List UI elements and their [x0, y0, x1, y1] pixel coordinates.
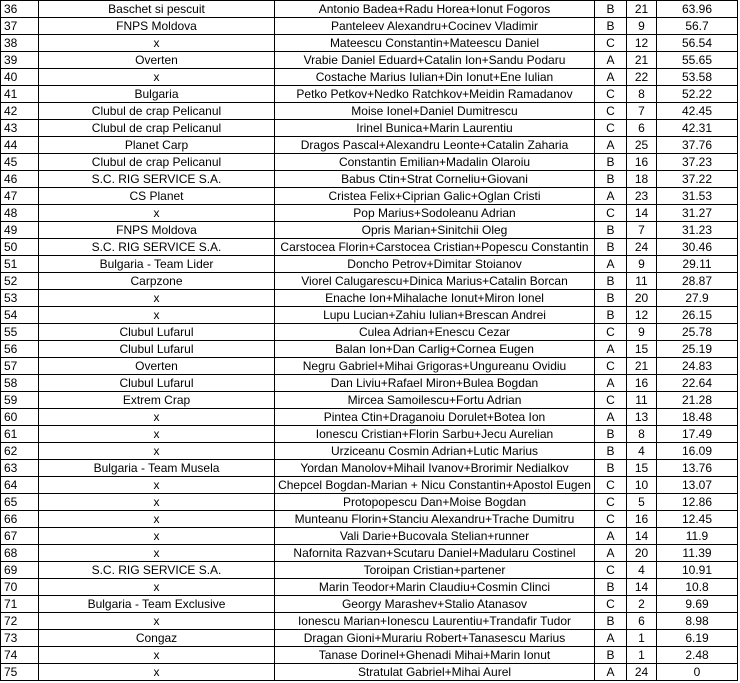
sector-cell: A — [595, 52, 627, 69]
team-cell: x — [39, 426, 275, 443]
rank-cell: 46 — [1, 171, 39, 188]
score-cell: 25.19 — [657, 341, 738, 358]
rank-cell: 49 — [1, 222, 39, 239]
sector-cell: C — [595, 562, 627, 579]
table-row — [1, 120, 738, 137]
table-row — [1, 443, 738, 460]
rank-cell: 53 — [1, 290, 39, 307]
sector-cell: C — [595, 494, 627, 511]
rank-cell: 36 — [1, 1, 39, 18]
team-cell: S.C. RIG SERVICE S.A. — [39, 171, 275, 188]
rank-cell: 73 — [1, 630, 39, 647]
anglers-cell: Culea Adrian+Enescu Cezar — [275, 324, 595, 341]
score-cell: 24.83 — [657, 358, 738, 375]
stand-cell: 14 — [627, 528, 657, 545]
sector-cell: B — [595, 222, 627, 239]
score-cell: 30.46 — [657, 239, 738, 256]
stand-cell: 24 — [627, 239, 657, 256]
score-cell: 6.19 — [657, 630, 738, 647]
stand-cell: 14 — [627, 579, 657, 596]
sector-cell: C — [595, 596, 627, 613]
table-row — [1, 647, 738, 664]
table-row — [1, 18, 738, 35]
table-row — [1, 86, 738, 103]
sector-cell: C — [595, 35, 627, 52]
rank-cell: 66 — [1, 511, 39, 528]
rank-cell: 65 — [1, 494, 39, 511]
stand-cell: 2 — [627, 596, 657, 613]
table-row — [1, 664, 738, 681]
rank-cell: 68 — [1, 545, 39, 562]
table-row — [1, 392, 738, 409]
table-row — [1, 324, 738, 341]
table-row — [1, 35, 738, 52]
rank-cell: 61 — [1, 426, 39, 443]
table-row — [1, 528, 738, 545]
stand-cell: 13 — [627, 409, 657, 426]
team-cell: x — [39, 443, 275, 460]
anglers-cell: Urziceanu Cosmin Adrian+Lutic Marius — [275, 443, 595, 460]
table-row — [1, 188, 738, 205]
anglers-cell: Pop Marius+Sodoleanu Adrian — [275, 205, 595, 222]
sector-cell: B — [595, 18, 627, 35]
stand-cell: 24 — [627, 664, 657, 681]
rank-cell: 51 — [1, 256, 39, 273]
table-row — [1, 137, 738, 154]
sector-cell: A — [595, 69, 627, 86]
rank-cell: 69 — [1, 562, 39, 579]
score-cell: 28.87 — [657, 273, 738, 290]
score-cell: 26.15 — [657, 307, 738, 324]
anglers-cell: Opris Marian+Sinitchii Oleg — [275, 222, 595, 239]
anglers-cell: Negru Gabriel+Mihai Grigoras+Ungureanu Ovidiu — [275, 358, 595, 375]
rank-cell: 75 — [1, 664, 39, 681]
team-cell: x — [39, 579, 275, 596]
sector-cell: C — [595, 324, 627, 341]
sector-cell: B — [595, 171, 627, 188]
anglers-cell: Antonio Badea+Radu Horea+Ionut Fogoros — [275, 1, 595, 18]
team-cell: x — [39, 494, 275, 511]
score-cell: 12.86 — [657, 494, 738, 511]
stand-cell: 9 — [627, 256, 657, 273]
sector-cell: A — [595, 528, 627, 545]
anglers-cell: Doncho Petrov+Dimitar Stoianov — [275, 256, 595, 273]
team-cell: Extrem Crap — [39, 392, 275, 409]
anglers-cell: Lupu Lucian+Zahiu Iulian+Brescan Andrei — [275, 307, 595, 324]
rank-cell: 74 — [1, 647, 39, 664]
table-row — [1, 205, 738, 222]
score-cell: 10.8 — [657, 579, 738, 596]
score-cell: 31.23 — [657, 222, 738, 239]
sector-cell: A — [595, 188, 627, 205]
team-cell: Congaz — [39, 630, 275, 647]
sector-cell: C — [595, 392, 627, 409]
score-cell: 13.07 — [657, 477, 738, 494]
table-row — [1, 273, 738, 290]
score-cell: 0 — [657, 664, 738, 681]
score-cell: 2.48 — [657, 647, 738, 664]
rank-cell: 48 — [1, 205, 39, 222]
anglers-cell: Viorel Calugarescu+Dinica Marius+Catalin Borcan — [275, 273, 595, 290]
stand-cell: 7 — [627, 103, 657, 120]
team-cell: CS Planet — [39, 188, 275, 205]
team-cell: Planet Carp — [39, 137, 275, 154]
anglers-cell: Nafornita Razvan+Scutaru Daniel+Madularu Costinel — [275, 545, 595, 562]
anglers-cell: Ionescu Cristian+Florin Sarbu+Jecu Aurelian — [275, 426, 595, 443]
rank-cell: 47 — [1, 188, 39, 205]
stand-cell: 4 — [627, 443, 657, 460]
rank-cell: 72 — [1, 613, 39, 630]
team-cell: Baschet si pescuit — [39, 1, 275, 18]
sector-cell: A — [595, 256, 627, 273]
score-cell: 31.53 — [657, 188, 738, 205]
rank-cell: 45 — [1, 154, 39, 171]
rank-cell: 42 — [1, 103, 39, 120]
anglers-cell: Constantin Emilian+Madalin Olaroiu — [275, 154, 595, 171]
rank-cell: 52 — [1, 273, 39, 290]
score-cell: 29.11 — [657, 256, 738, 273]
score-cell: 52.22 — [657, 86, 738, 103]
rank-cell: 44 — [1, 137, 39, 154]
table-row — [1, 579, 738, 596]
anglers-cell: Cristea Felix+Ciprian Galic+Oglan Cristi — [275, 188, 595, 205]
team-cell: x — [39, 307, 275, 324]
team-cell: Bulgaria - Team Exclusive — [39, 596, 275, 613]
sector-cell: B — [595, 647, 627, 664]
rank-cell: 59 — [1, 392, 39, 409]
rank-cell: 37 — [1, 18, 39, 35]
team-cell: S.C. RIG SERVICE S.A. — [39, 562, 275, 579]
score-cell: 56.7 — [657, 18, 738, 35]
team-cell: Clubul de crap Pelicanul — [39, 154, 275, 171]
rank-cell: 62 — [1, 443, 39, 460]
rank-cell: 58 — [1, 375, 39, 392]
table-row — [1, 562, 738, 579]
team-cell: x — [39, 647, 275, 664]
rank-cell: 64 — [1, 477, 39, 494]
table-row — [1, 596, 738, 613]
anglers-cell: Dragos Pascal+Alexandru Leonte+Catalin Zaharia — [275, 137, 595, 154]
team-cell: Bulgaria - Team Lider — [39, 256, 275, 273]
table-row — [1, 239, 738, 256]
table-row — [1, 494, 738, 511]
score-cell: 16.09 — [657, 443, 738, 460]
anglers-cell: Balan Ion+Dan Carlig+Cornea Eugen — [275, 341, 595, 358]
score-cell: 17.49 — [657, 426, 738, 443]
score-cell: 22.64 — [657, 375, 738, 392]
score-cell: 63.96 — [657, 1, 738, 18]
sector-cell: B — [595, 239, 627, 256]
anglers-cell: Mircea Samoilescu+Fortu Adrian — [275, 392, 595, 409]
table-row — [1, 358, 738, 375]
sector-cell: B — [595, 460, 627, 477]
anglers-cell: Pintea Ctin+Draganoiu Dorulet+Botea Ion — [275, 409, 595, 426]
stand-cell: 6 — [627, 613, 657, 630]
sector-cell: B — [595, 579, 627, 596]
anglers-cell: Carstocea Florin+Carstocea Cristian+Popescu Constantin — [275, 239, 595, 256]
table-row — [1, 222, 738, 239]
rank-cell: 50 — [1, 239, 39, 256]
table-row — [1, 341, 738, 358]
team-cell: Overten — [39, 358, 275, 375]
team-cell: x — [39, 664, 275, 681]
team-cell: Clubul de crap Pelicanul — [39, 103, 275, 120]
table-row — [1, 256, 738, 273]
team-cell: x — [39, 35, 275, 52]
score-cell: 10.91 — [657, 562, 738, 579]
rank-cell: 60 — [1, 409, 39, 426]
anglers-cell: Georgy Marashev+Stalio Atanasov — [275, 596, 595, 613]
stand-cell: 11 — [627, 273, 657, 290]
team-cell: x — [39, 290, 275, 307]
stand-cell: 8 — [627, 426, 657, 443]
stand-cell: 20 — [627, 290, 657, 307]
score-cell: 37.22 — [657, 171, 738, 188]
score-cell: 13.76 — [657, 460, 738, 477]
sector-cell: C — [595, 511, 627, 528]
sector-cell: C — [595, 358, 627, 375]
table-row — [1, 1, 738, 18]
stand-cell: 25 — [627, 137, 657, 154]
rank-cell: 63 — [1, 460, 39, 477]
stand-cell: 1 — [627, 630, 657, 647]
table-row — [1, 290, 738, 307]
anglers-cell: Dragan Gioni+Murariu Robert+Tanasescu Marius — [275, 630, 595, 647]
table-row — [1, 426, 738, 443]
sector-cell: C — [595, 205, 627, 222]
table-row — [1, 103, 738, 120]
anglers-cell: Marin Teodor+Marin Claudiu+Cosmin Clinci — [275, 579, 595, 596]
stand-cell: 9 — [627, 324, 657, 341]
rank-cell: 70 — [1, 579, 39, 596]
anglers-cell: Toroipan Cristian+partener — [275, 562, 595, 579]
score-cell: 11.39 — [657, 545, 738, 562]
team-cell: Clubul Lufarul — [39, 375, 275, 392]
team-cell: Clubul de crap Pelicanul — [39, 120, 275, 137]
stand-cell: 7 — [627, 222, 657, 239]
rank-cell: 67 — [1, 528, 39, 545]
sector-cell: B — [595, 1, 627, 18]
team-cell: S.C. RIG SERVICE S.A. — [39, 239, 275, 256]
score-cell: 42.45 — [657, 103, 738, 120]
table-row — [1, 409, 738, 426]
table-row — [1, 69, 738, 86]
stand-cell: 16 — [627, 511, 657, 528]
table-row — [1, 154, 738, 171]
score-cell: 12.45 — [657, 511, 738, 528]
stand-cell: 12 — [627, 35, 657, 52]
sector-cell: B — [595, 290, 627, 307]
table-row — [1, 511, 738, 528]
anglers-cell: Mateescu Constantin+Mateescu Daniel — [275, 35, 595, 52]
score-cell: 55.65 — [657, 52, 738, 69]
team-cell: Overten — [39, 52, 275, 69]
anglers-cell: Vrabie Daniel Eduard+Catalin Ion+Sandu Podaru — [275, 52, 595, 69]
rank-cell: 71 — [1, 596, 39, 613]
stand-cell: 21 — [627, 1, 657, 18]
sector-cell: B — [595, 613, 627, 630]
team-cell: x — [39, 205, 275, 222]
score-cell: 11.9 — [657, 528, 738, 545]
table-row — [1, 52, 738, 69]
stand-cell: 16 — [627, 154, 657, 171]
anglers-cell: Dan Liviu+Rafael Miron+Bulea Bogdan — [275, 375, 595, 392]
team-cell: x — [39, 511, 275, 528]
score-cell: 27.9 — [657, 290, 738, 307]
anglers-cell: Chepcel Bogdan-Marian + Nicu Constantin+Apostol Eugen — [275, 477, 595, 494]
sector-cell: C — [595, 86, 627, 103]
stand-cell: 14 — [627, 205, 657, 222]
sector-cell: B — [595, 307, 627, 324]
table-row — [1, 375, 738, 392]
score-cell: 25.78 — [657, 324, 738, 341]
score-cell: 37.76 — [657, 137, 738, 154]
anglers-cell: Panteleev Alexandru+Cocinev Vladimir — [275, 18, 595, 35]
stand-cell: 21 — [627, 52, 657, 69]
anglers-cell: Babus Ctin+Strat Corneliu+Giovani — [275, 171, 595, 188]
sector-cell: A — [595, 137, 627, 154]
sector-cell: C — [595, 120, 627, 137]
sector-cell: A — [595, 630, 627, 647]
rank-cell: 43 — [1, 120, 39, 137]
stand-cell: 9 — [627, 18, 657, 35]
stand-cell: 8 — [627, 86, 657, 103]
anglers-cell: Stratulat Gabriel+Mihai Aurel — [275, 664, 595, 681]
stand-cell: 21 — [627, 358, 657, 375]
team-cell: Clubul Lufarul — [39, 324, 275, 341]
table-row — [1, 460, 738, 477]
team-cell: FNPS Moldova — [39, 18, 275, 35]
results-body — [1, 1, 738, 681]
table-row — [1, 613, 738, 630]
rank-cell: 40 — [1, 69, 39, 86]
anglers-cell: Protopopescu Dan+Moise Bogdan — [275, 494, 595, 511]
score-cell: 9.69 — [657, 596, 738, 613]
team-cell: x — [39, 409, 275, 426]
table-row — [1, 171, 738, 188]
stand-cell: 18 — [627, 171, 657, 188]
table-row — [1, 307, 738, 324]
stand-cell: 15 — [627, 341, 657, 358]
stand-cell: 1 — [627, 647, 657, 664]
team-cell: Clubul Lufarul — [39, 341, 275, 358]
stand-cell: 4 — [627, 562, 657, 579]
rank-cell: 41 — [1, 86, 39, 103]
sector-cell: B — [595, 426, 627, 443]
anglers-cell: Enache Ion+Mihalache Ionut+Miron Ionel — [275, 290, 595, 307]
score-cell: 42.31 — [657, 120, 738, 137]
score-cell: 56.54 — [657, 35, 738, 52]
stand-cell: 12 — [627, 307, 657, 324]
table-row — [1, 477, 738, 494]
stand-cell: 5 — [627, 494, 657, 511]
team-cell: x — [39, 613, 275, 630]
stand-cell: 23 — [627, 188, 657, 205]
anglers-cell: Yordan Manolov+Mihail Ivanov+Brorimir Nedialkov — [275, 460, 595, 477]
stand-cell: 16 — [627, 375, 657, 392]
sector-cell: A — [595, 409, 627, 426]
anglers-cell: Irinel Bunica+Marin Laurentiu — [275, 120, 595, 137]
stand-cell: 20 — [627, 545, 657, 562]
anglers-cell: Munteanu Florin+Stanciu Alexandru+Trache Dumitru — [275, 511, 595, 528]
score-cell: 53.58 — [657, 69, 738, 86]
team-cell: FNPS Moldova — [39, 222, 275, 239]
table-row — [1, 630, 738, 647]
stand-cell: 22 — [627, 69, 657, 86]
score-cell: 21.28 — [657, 392, 738, 409]
anglers-cell: Ionescu Marian+Ionescu Laurentiu+Trandafir Tudor — [275, 613, 595, 630]
rank-cell: 55 — [1, 324, 39, 341]
sector-cell: A — [595, 545, 627, 562]
anglers-cell: Petko Petkov+Nedko Ratchkov+Meidin Ramadanov — [275, 86, 595, 103]
rank-cell: 38 — [1, 35, 39, 52]
stand-cell: 6 — [627, 120, 657, 137]
anglers-cell: Costache Marius Iulian+Din Ionut+Ene Iulian — [275, 69, 595, 86]
sector-cell: C — [595, 103, 627, 120]
sector-cell: A — [595, 664, 627, 681]
stand-cell: 11 — [627, 392, 657, 409]
anglers-cell: Tanase Dorinel+Ghenadi Mihai+Marin Ionut — [275, 647, 595, 664]
anglers-cell: Moise Ionel+Daniel Dumitrescu — [275, 103, 595, 120]
rank-cell: 39 — [1, 52, 39, 69]
table-row — [1, 545, 738, 562]
team-cell: x — [39, 477, 275, 494]
sector-cell: A — [595, 375, 627, 392]
team-cell: x — [39, 69, 275, 86]
rank-cell: 54 — [1, 307, 39, 324]
team-cell: Bulgaria - Team Musela — [39, 460, 275, 477]
rank-cell: 57 — [1, 358, 39, 375]
score-cell: 37.23 — [657, 154, 738, 171]
sector-cell: A — [595, 341, 627, 358]
sector-cell: C — [595, 477, 627, 494]
stand-cell: 10 — [627, 477, 657, 494]
anglers-cell: Vali Darie+Bucovala Stelian+runner — [275, 528, 595, 545]
stand-cell: 15 — [627, 460, 657, 477]
score-cell: 8.98 — [657, 613, 738, 630]
team-cell: Carpzone — [39, 273, 275, 290]
team-cell: x — [39, 545, 275, 562]
rank-cell: 56 — [1, 341, 39, 358]
team-cell: Bulgaria — [39, 86, 275, 103]
sector-cell: B — [595, 273, 627, 290]
score-cell: 18.48 — [657, 409, 738, 426]
team-cell: x — [39, 528, 275, 545]
sector-cell: B — [595, 443, 627, 460]
sector-cell: B — [595, 154, 627, 171]
score-cell: 31.27 — [657, 205, 738, 222]
